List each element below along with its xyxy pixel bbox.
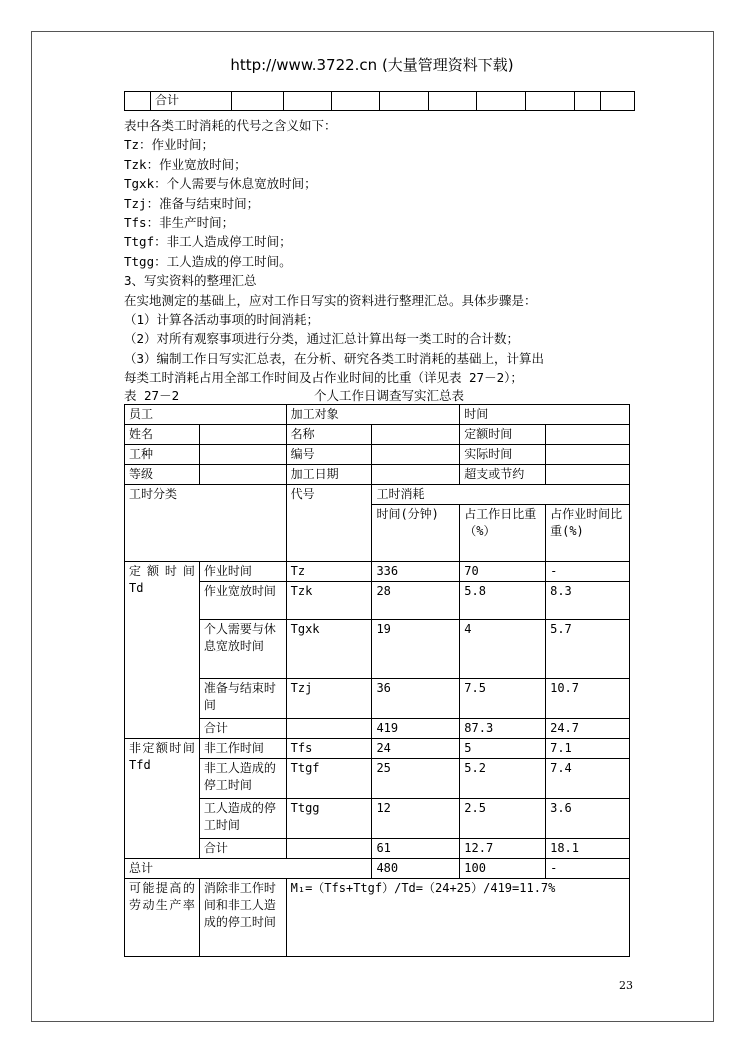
table-row <box>125 425 630 445</box>
table-cell <box>575 92 601 111</box>
table-cell <box>546 465 630 485</box>
continuation-table <box>124 91 635 111</box>
pct-day-value: 5.2 <box>460 759 546 799</box>
over-save-label: 超支或节约 <box>460 465 546 485</box>
minutes-value: 419 <box>372 719 460 739</box>
pct-day-header: 占工作日比重（%） <box>460 505 546 562</box>
category-name: 非工作时间 <box>199 739 286 759</box>
grade-label: 等级 <box>125 465 200 485</box>
table-row <box>125 759 630 799</box>
pct-work-value: 10.7 <box>546 679 630 719</box>
table-number: 表 27－2 <box>124 388 180 403</box>
page-header-url: http://www.3722.cn (大量管理资料下载) <box>230 56 514 74</box>
time-header: 时间 <box>460 405 630 425</box>
category-name: 作业宽放时间 <box>199 582 286 620</box>
minutes-header: 时间(分钟) <box>372 505 460 562</box>
pct-day-value: 2.5 <box>460 799 546 839</box>
pct-work-value: 3.6 <box>546 799 630 839</box>
pct-work-value: 7.1 <box>546 739 630 759</box>
table-cell <box>372 445 460 465</box>
category-name: 准备与结束时间 <box>199 679 286 719</box>
table-cell <box>429 92 477 111</box>
table-cell <box>372 425 460 445</box>
table-cell <box>231 92 283 111</box>
productivity-formula: M₁=（Tfs+Ttgf）/Td=（24+25）/419=11.7% <box>286 879 629 957</box>
table-cell <box>546 425 630 445</box>
job-type-label: 工种 <box>125 445 200 465</box>
category-code: Ttgg <box>286 799 372 839</box>
category-code: Tzk <box>286 582 372 620</box>
process-date-label: 加工日期 <box>286 465 372 485</box>
table-row <box>125 799 630 839</box>
minutes-value: 336 <box>372 562 460 582</box>
table-row <box>125 582 630 620</box>
table-row <box>125 465 630 485</box>
text-line: Ttgg：工人造成的停工时间。 <box>124 253 292 269</box>
pct-day-value: 7.5 <box>460 679 546 719</box>
table-caption <box>124 386 465 404</box>
section-heading: 3、写实资料的整理汇总 <box>124 273 257 289</box>
minutes-value: 19 <box>372 620 460 679</box>
object-header: 加工对象 <box>286 405 460 425</box>
pct-work-value: - <box>546 859 630 879</box>
category-name: 非工人造成的停工时间 <box>199 759 286 799</box>
total-label-cell: 合计 <box>150 92 231 111</box>
name-label: 姓名 <box>125 425 200 445</box>
pct-work-value: 8.3 <box>546 582 630 620</box>
category-name: 工人造成的停工时间 <box>199 799 286 839</box>
category-header: 工时分类 <box>125 485 287 562</box>
table-row <box>125 485 630 505</box>
table-cell <box>199 445 286 465</box>
pct-day-value: 12.7 <box>460 839 546 859</box>
pct-work-value: 24.7 <box>546 719 630 739</box>
category-code: Ttgf <box>286 759 372 799</box>
table-cell <box>600 92 634 111</box>
productivity-label: 可能提高的劳动生产率 <box>125 879 200 957</box>
minutes-value: 12 <box>372 799 460 839</box>
table-row <box>125 859 630 879</box>
category-name: 个人需要与休息宽放时间 <box>199 620 286 679</box>
text-line: Tz：作业时间； <box>124 137 215 153</box>
minutes-value: 36 <box>372 679 460 719</box>
text-line: （3）编制工作日写实汇总表，在分析、研究各类工时消耗的基础上，计算出 <box>124 350 545 366</box>
table-row <box>125 620 630 679</box>
text-line: 表中各类工时消耗的代号之含义如下： <box>124 118 337 133</box>
category-code: Tgxk <box>286 620 372 679</box>
minutes-value: 28 <box>372 582 460 620</box>
table-cell <box>283 92 331 111</box>
text-line: 在实地测定的基础上，应对工作日写实的资料进行整理汇总。具体步骤是： <box>124 292 537 308</box>
table-row <box>125 739 630 759</box>
category-code: Tz <box>286 562 372 582</box>
quota-time-label: 定额时间 <box>460 425 546 445</box>
table-row <box>125 445 630 465</box>
pct-day-value: 4 <box>460 620 546 679</box>
code-header: 代号 <box>286 485 372 562</box>
text-line: Ttgf：非工人造成停工时间； <box>124 234 292 250</box>
text-line: Tfs：非生产时间； <box>124 215 235 231</box>
pct-day-value: 5 <box>460 739 546 759</box>
pct-day-value: 70 <box>460 562 546 582</box>
category-name: 作业时间 <box>199 562 286 582</box>
table-cell <box>477 92 526 111</box>
table-title: 个人工作日调查写实汇总表 <box>314 388 465 403</box>
pct-work-value: 7.4 <box>546 759 630 799</box>
pct-work-value: 5.7 <box>546 620 630 679</box>
table-cell <box>526 92 575 111</box>
table-cell <box>125 92 151 111</box>
table-row <box>125 562 630 582</box>
employee-header: 员工 <box>125 405 287 425</box>
category-code: Tzj <box>286 679 372 719</box>
text-line: Tgxk：个人需要与休息宽放时间； <box>124 176 317 192</box>
category-code: Tfs <box>286 739 372 759</box>
code-no-label: 编号 <box>286 445 372 465</box>
consumption-header: 工时消耗 <box>372 485 630 505</box>
page-number: 23 <box>619 979 633 992</box>
table-row <box>125 405 630 425</box>
table-cell <box>331 92 380 111</box>
minutes-value: 25 <box>372 759 460 799</box>
table-row <box>125 719 630 739</box>
table-cell <box>199 465 286 485</box>
subtotal-label: 合计 <box>199 839 286 859</box>
pct-work-value: 18.1 <box>546 839 630 859</box>
table-cell <box>199 425 286 445</box>
pct-day-value: 100 <box>460 859 546 879</box>
table-row <box>125 839 630 859</box>
category-code <box>286 719 372 739</box>
table-cell <box>372 465 460 485</box>
actual-time-label: 实际时间 <box>460 445 546 465</box>
productivity-description: 消除非工作时间和非工人造成的停工时间 <box>199 879 286 957</box>
pct-work-header: 占作业时间比重(%) <box>546 505 630 562</box>
grand-total-label: 总计 <box>125 859 372 879</box>
category-code <box>286 839 372 859</box>
pct-day-value: 87.3 <box>460 719 546 739</box>
pct-work-value: - <box>546 562 630 582</box>
subtotal-label: 合计 <box>199 719 286 739</box>
body-text <box>124 116 644 388</box>
text-line: （1）计算各活动事项的时间消耗； <box>124 312 320 328</box>
non-quota-time-group: 非定额时间 Tfd <box>125 739 200 859</box>
item-name-label: 名称 <box>286 425 372 445</box>
minutes-value: 61 <box>372 839 460 859</box>
text-line: Tzj：准备与结束时间； <box>124 195 260 211</box>
text-line: Tzk：作业宽放时间； <box>124 156 247 172</box>
table-row <box>125 879 630 957</box>
table-row <box>125 92 635 111</box>
text-line: （2）对所有观察事项进行分类，通过汇总计算出每一类工时的合计数； <box>124 331 520 347</box>
summary-table <box>124 404 630 957</box>
table-row <box>125 679 630 719</box>
quota-time-group: 定额时间 Td <box>125 562 200 739</box>
minutes-value: 24 <box>372 739 460 759</box>
text-line: 每类工时消耗占用全部工作时间及占作业时间的比重（详见表 27－2）； <box>124 370 523 386</box>
table-cell <box>546 445 630 465</box>
table-cell <box>380 92 429 111</box>
pct-day-value: 5.8 <box>460 582 546 620</box>
minutes-value: 480 <box>372 859 460 879</box>
